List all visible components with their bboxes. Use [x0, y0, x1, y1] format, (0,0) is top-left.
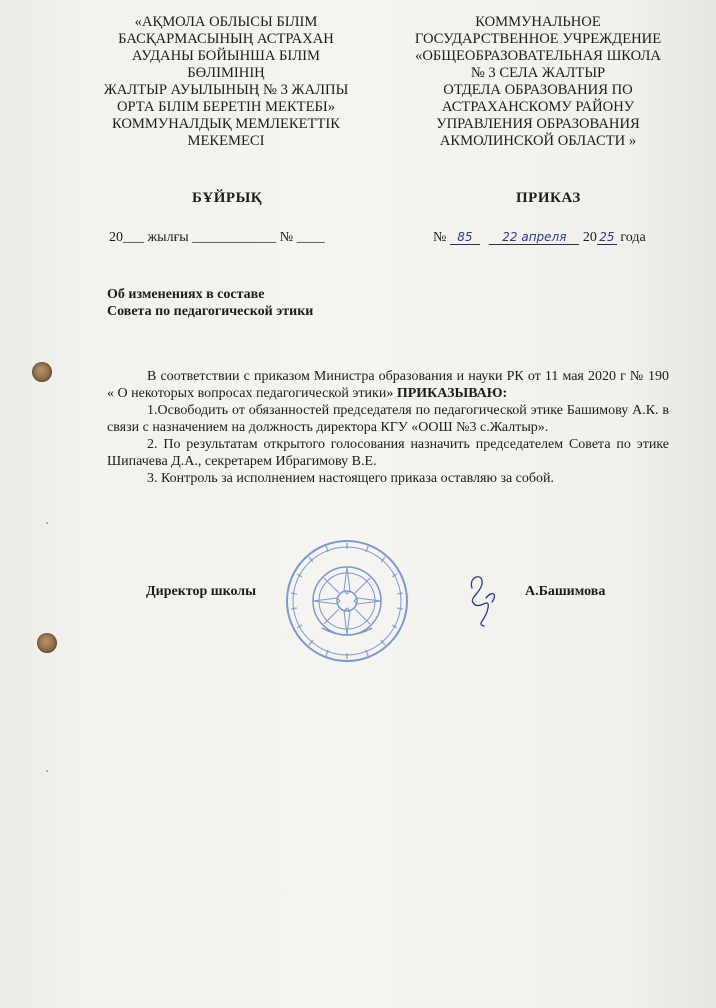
body-p1-bold: ПРИКАЗЫВАЮ:: [396, 386, 508, 401]
body-paragraph-1: [107, 368, 669, 402]
punch-hole: [37, 633, 57, 653]
year-blank: ___: [123, 230, 144, 245]
official-stamp: [284, 538, 410, 664]
paper-speck: [46, 522, 48, 524]
header-ru-line: АКМОЛИНСКОЙ ОБЛАСТИ »: [439, 133, 637, 149]
header-kz-line: БӨЛІМІНІҢ: [187, 65, 265, 81]
body-paragraph-4: 3. Контроль за исполнением настоящего приказа оставляю за собой.: [147, 471, 555, 486]
signature-name: А.Башимова: [525, 584, 606, 599]
number-sign: №: [433, 230, 447, 245]
header-kz-line: МЕКЕМЕСІ: [187, 133, 265, 149]
number-sign: №: [279, 230, 294, 245]
year-prefix: 20: [582, 230, 597, 245]
order-subject: [107, 286, 313, 320]
number-line-ru: [433, 230, 646, 246]
body-paragraph-3: 2. По результатам открытого голосования назначить председателем Совета по этике Шипачева Д.А., секретарем Ибрагимову В.Е.: [107, 437, 669, 469]
title-kz: БҰЙРЫҚ: [192, 190, 263, 206]
title-ru: ПРИКАЗ: [516, 190, 581, 206]
header-ru-line: № 3 СЕЛА ЖАЛТЫР: [470, 65, 606, 81]
header-kz-line: АУДАНЫ БОЙЫНША БІЛІМ: [131, 48, 321, 64]
year-handwritten: 25: [597, 230, 617, 245]
header-kz-line: БАСҚАРМАСЫНЫҢ АСТРАХАН: [118, 31, 334, 47]
date-blank: ____________: [192, 230, 277, 245]
header-ru-line: АСТРАХАНСКОМУ РАЙОНУ: [441, 99, 635, 115]
header-ru-line: УПРАВЛЕНИЯ ОБРАЗОВАНИЯ: [436, 116, 640, 132]
director-signature: [462, 568, 506, 630]
header-kz-line: «АҚМОЛА ОБЛЫСЫ БІЛІМ: [134, 14, 318, 30]
year-word: года: [620, 230, 646, 245]
header-ru-line: ОТДЕЛА ОБРАЗОВАНИЯ ПО: [443, 82, 633, 98]
subject-line: Совета по педагогической этики: [107, 304, 314, 319]
order-number-handwritten: 85: [450, 230, 480, 245]
header-kz-line: ОРТА БІЛІМ БЕРЕТІН МЕКТЕБІ»: [116, 99, 336, 115]
header-russian: [388, 14, 688, 150]
number-line-kz: [109, 230, 325, 246]
header-ru-line: «ОБЩЕОБРАЗОВАТЕЛЬНАЯ ШКОЛА: [415, 48, 661, 64]
order-date-handwritten: 22 апреля: [489, 230, 579, 245]
body-paragraph-2: 1.Освободить от обязанностей председателя по педагогической этике Башимову А.К. в связи с назначением на должность директора КГУ «ООШ №3 с.Жалтыр».: [107, 403, 669, 435]
paper-speck: [46, 770, 48, 772]
number-blank: ____: [296, 230, 325, 245]
punch-hole: [32, 362, 52, 382]
header-kz-line: ЖАЛТЫР АУЫЛЫНЫҢ № 3 ЖАЛПЫ: [103, 82, 349, 98]
signature-role: Директор школы: [146, 584, 257, 599]
header-kz-line: КОММУНАЛДЫҚ МЕМЛЕКЕТТІК: [112, 116, 340, 132]
year-prefix: 20: [109, 230, 123, 245]
year-word: жылғы: [147, 230, 189, 245]
header-ru-line: ГОСУДАРСТВЕННОЕ УЧРЕЖДЕНИЕ: [414, 31, 662, 47]
header-kazakh: [76, 14, 376, 150]
subject-line: Об изменениях в составе: [107, 287, 265, 302]
header-ru-line: КОММУНАЛЬНОЕ: [475, 14, 601, 30]
order-body: [107, 368, 669, 487]
body-p1-text: В соответствии с приказом Министра образования и науки РК от 11 мая 2020 г № 190 « О некоторых вопросах педагогической этики»: [107, 369, 669, 401]
